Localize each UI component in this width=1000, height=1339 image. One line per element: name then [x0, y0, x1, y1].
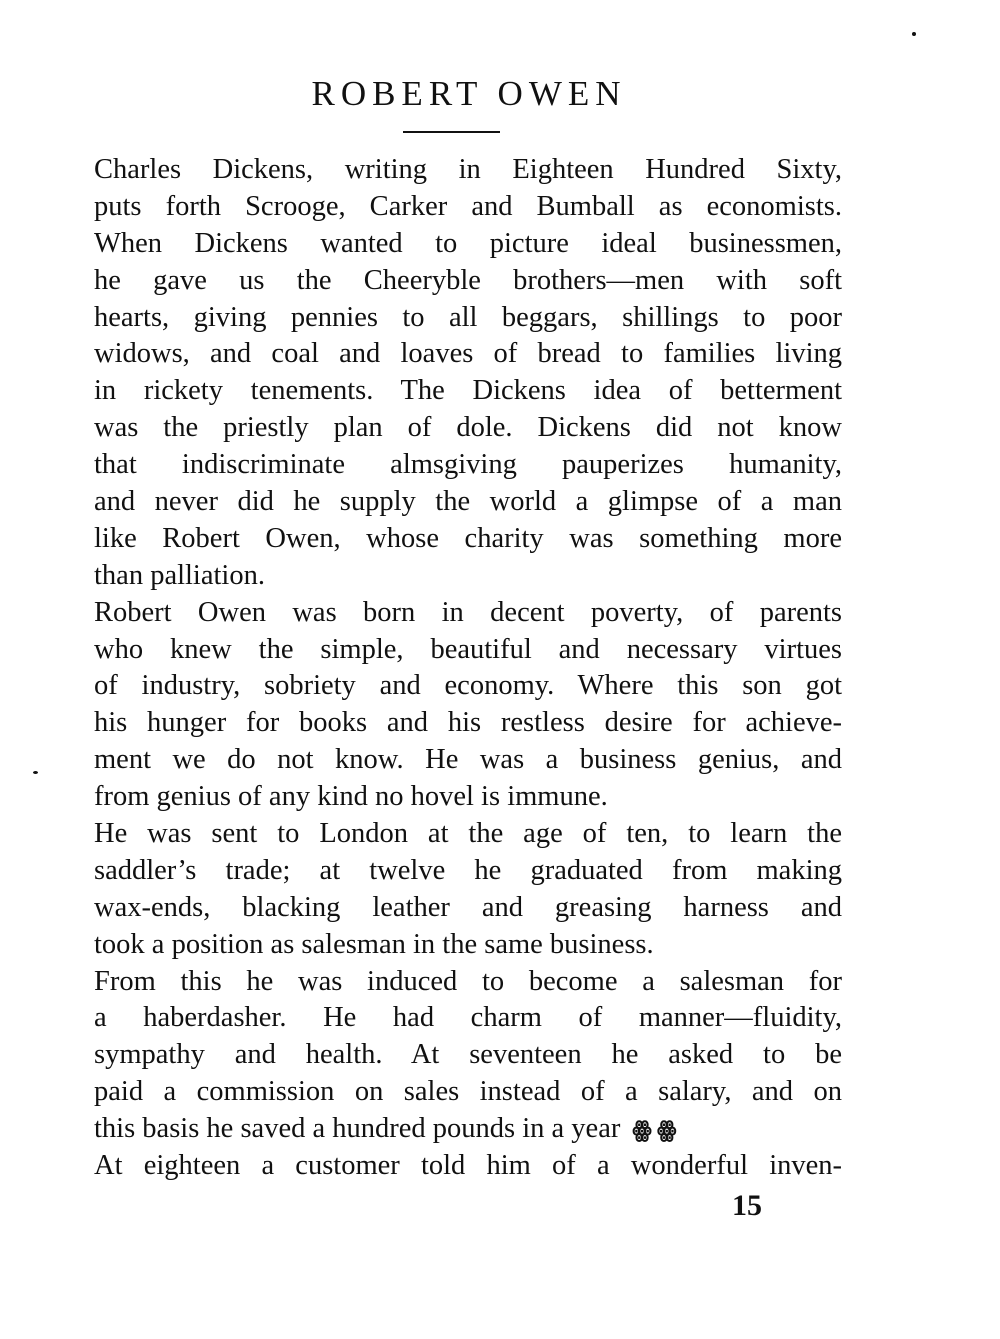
text-line: He was sent to London at the age of ten, to learn the — [94, 818, 842, 850]
text-line: At eighteen a customer told him of a wonderful inven- — [94, 1150, 842, 1182]
text-line: from genius of any kind no hovel is immune. — [94, 781, 608, 813]
text-line: in rickety tenements. The Dickens idea of betterment — [94, 375, 842, 407]
text-line: was the priestly plan of dole. Dickens did not know — [94, 412, 842, 444]
text-line: and never did he supply the world a glimpse of a man — [94, 486, 842, 518]
text-line: From this he was induced to become a salesman for — [94, 965, 842, 997]
text-line: that indiscriminate almsgiving pauperizes humanity, — [94, 449, 842, 481]
text-line: When Dickens wanted to picture ideal businessmen, — [94, 227, 842, 259]
running-head: ROBERT OWEN — [311, 74, 627, 113]
text-line: than palliation. — [94, 559, 265, 591]
text-line: took a position as salesman in the same business. — [94, 928, 654, 960]
text-line: like Robert Owen, whose charity was something more — [94, 522, 842, 554]
text-line: Robert Owen was born in decent poverty, of parents — [94, 596, 842, 628]
text-line: saddler’s trade; at twelve he graduated from making — [94, 854, 842, 886]
ink-speck — [912, 32, 916, 36]
text-line: Charles Dickens, writing in Eighteen Hundred Sixty, — [94, 154, 842, 185]
text-line: puts forth Scrooge, Carker and Bumball as economists. — [94, 190, 842, 222]
text-line: sympathy and health. At seventeen he asked to be — [94, 1039, 842, 1071]
text-line: ment we do not know. He was a business genius, and — [94, 744, 842, 776]
fleuron-ornament-icon: ꙮ ꙮ — [632, 1117, 677, 1143]
text-line: a haberdasher. He had charm of manner—fluidity, — [94, 1002, 842, 1034]
header-rule — [403, 131, 500, 133]
body-text — [94, 152, 842, 1185]
text-line: hearts, giving pennies to all beggars, shillings to poor — [94, 301, 842, 333]
text-line-content: this basis he saved a hundred pounds in a year — [94, 1113, 621, 1145]
text-line: wax-ends, blacking leather and greasing harness and — [94, 891, 842, 923]
text-line-with-fleurons — [94, 1111, 842, 1148]
text-line: paid a commission on sales instead of a salary, and on — [94, 1076, 842, 1108]
text-line: he gave us the Cheeryble brothers—men with soft — [94, 264, 842, 296]
page-number: 15 — [732, 1189, 762, 1222]
ink-speck — [33, 771, 38, 774]
text-line: who knew the simple, beautiful and necessary virtues — [94, 633, 842, 665]
text-line: his hunger for books and his restless desire for achieve- — [94, 707, 842, 739]
text-line: widows, and coal and loaves of bread to families living — [94, 338, 842, 370]
text-line: of industry, sobriety and economy. Where this son got — [94, 670, 842, 702]
